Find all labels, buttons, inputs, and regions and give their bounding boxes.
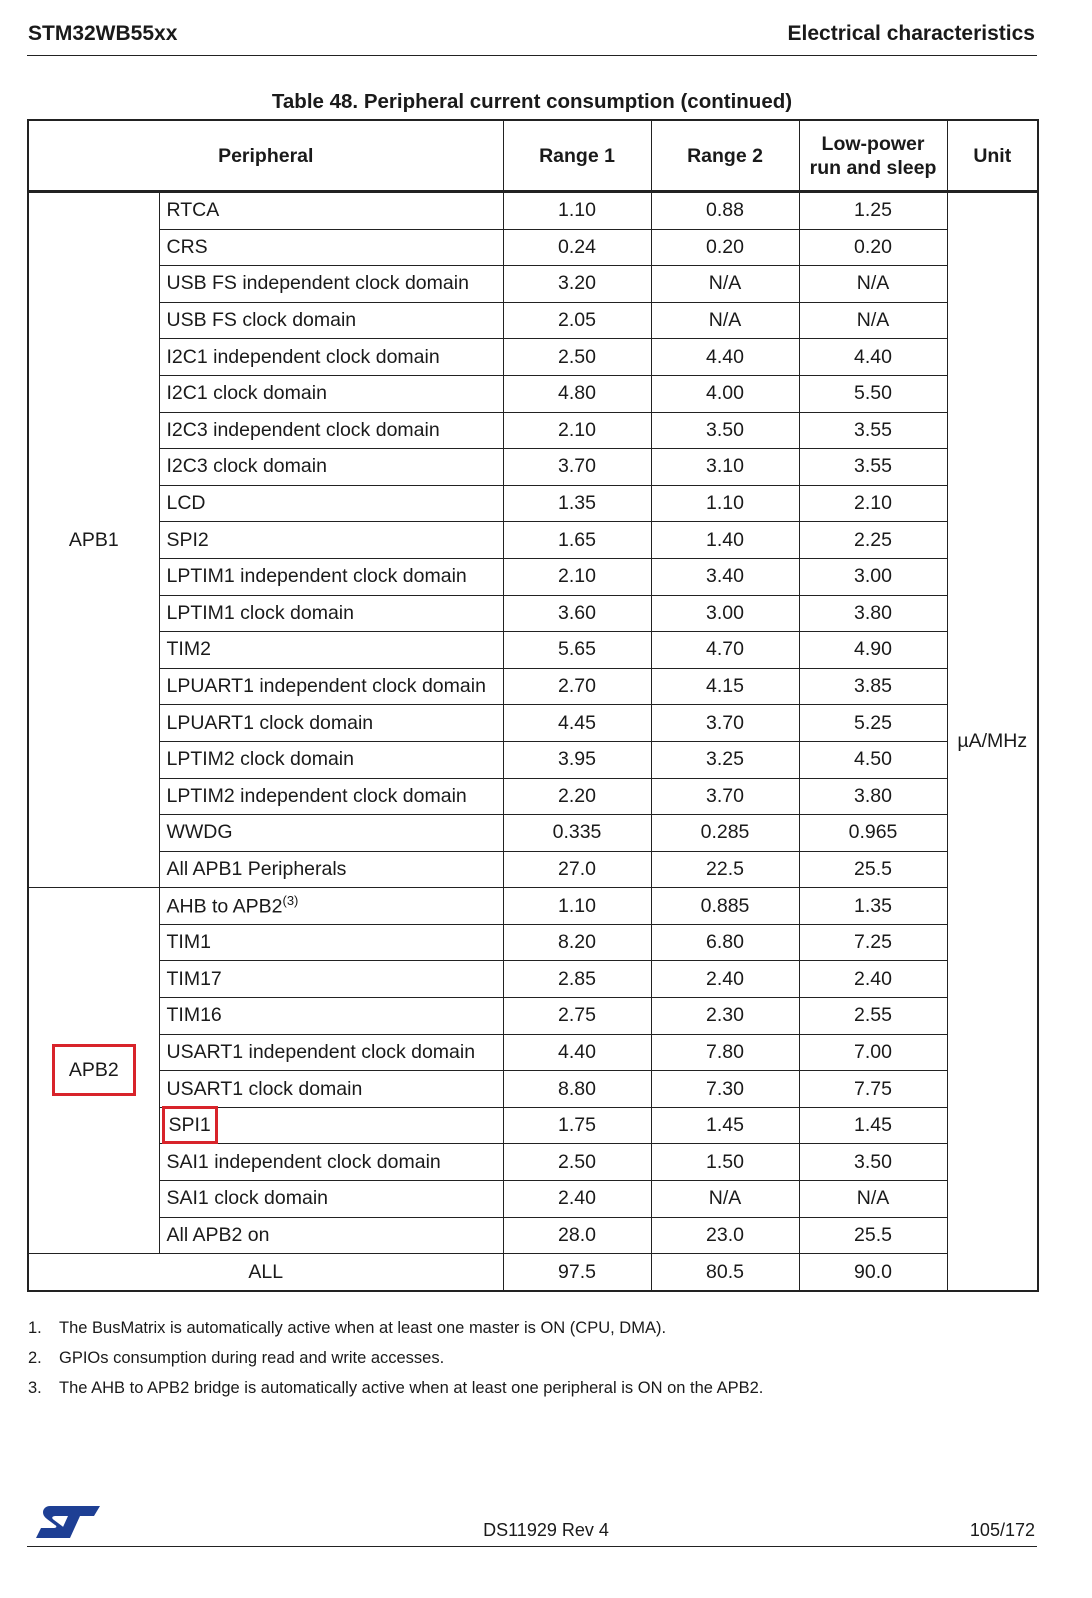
peripheral-name: All APB2 on [166, 1223, 270, 1246]
peripheral-name-cell [159, 741, 503, 778]
peripheral-name-cell [159, 1144, 503, 1181]
peripheral-name-cell [159, 705, 503, 742]
table-row [28, 558, 1038, 595]
peripheral-name: USART1 clock domain [166, 1077, 363, 1100]
section-title: Electrical characteristics [787, 22, 1035, 45]
value-r1: 2.10 [503, 558, 651, 595]
peripheral-name-cell [159, 192, 503, 230]
value-r1: 1.65 [503, 522, 651, 559]
table-row [28, 815, 1038, 852]
total-r2: 80.5 [651, 1254, 799, 1291]
peripheral-name: TIM2 [166, 638, 211, 661]
value-lp: 1.25 [799, 192, 947, 230]
value-r1: 2.85 [503, 961, 651, 998]
peripheral-name-cell [159, 1181, 503, 1218]
value-r2: 3.40 [651, 558, 799, 595]
peripheral-name-cell [159, 1107, 503, 1144]
unit-cell: µA/MHz [947, 192, 1038, 1291]
value-lp: 3.55 [799, 412, 947, 449]
value-r1: 2.50 [503, 339, 651, 376]
value-lp: 2.40 [799, 961, 947, 998]
page-number: 105/172 [969, 1520, 1035, 1540]
value-r2: 1.50 [651, 1144, 799, 1181]
value-r2: 1.45 [651, 1107, 799, 1144]
table-row [28, 1034, 1038, 1071]
value-lp: 4.40 [799, 339, 947, 376]
peripheral-name: I2C3 independent clock domain [166, 418, 440, 441]
value-r1: 3.70 [503, 449, 651, 486]
value-r1: 4.40 [503, 1034, 651, 1071]
table-row [28, 302, 1038, 339]
table-row [28, 998, 1038, 1035]
peripheral-name-cell [159, 815, 503, 852]
bus-group-cell [28, 888, 159, 1254]
value-r2: 3.10 [651, 449, 799, 486]
table-row [28, 522, 1038, 559]
table-row [28, 339, 1038, 376]
value-lp: 2.55 [799, 998, 947, 1035]
note-number: 3. [28, 1379, 42, 1397]
value-r1: 8.80 [503, 1071, 651, 1108]
col-header-range1: Range 1 [503, 120, 651, 192]
table-row [28, 595, 1038, 632]
value-r2: 3.00 [651, 595, 799, 632]
peripheral-name: SAI1 independent clock domain [166, 1150, 441, 1173]
peripheral-name: TIM17 [166, 967, 222, 990]
note-item [28, 1343, 763, 1373]
table-row [28, 1217, 1038, 1254]
peripheral-name: SAI1 clock domain [166, 1187, 328, 1210]
col-header-range2: Range 2 [651, 120, 799, 192]
col-header-unit: Unit [947, 120, 1038, 192]
value-r1: 1.10 [503, 192, 651, 230]
footnote-ref: (3) [282, 893, 299, 909]
peripheral-name: I2C3 clock domain [166, 455, 327, 478]
peripheral-name: All APB1 Peripherals [166, 857, 347, 880]
value-r1: 2.70 [503, 668, 651, 705]
table-row [28, 266, 1038, 303]
peripheral-name-cell [159, 924, 503, 961]
table-header-row [28, 120, 1038, 192]
value-r1: 3.20 [503, 266, 651, 303]
peripheral-current-table [27, 119, 1039, 1292]
peripheral-name: TIM16 [166, 1004, 222, 1027]
value-r1: 1.35 [503, 485, 651, 522]
table-notes [28, 1313, 763, 1403]
value-r2: N/A [651, 302, 799, 339]
peripheral-name-cell [159, 449, 503, 486]
value-lp: N/A [799, 266, 947, 303]
value-lp: 0.965 [799, 815, 947, 852]
peripheral-name-cell [159, 412, 503, 449]
value-r2: 3.50 [651, 412, 799, 449]
peripheral-name-cell [159, 339, 503, 376]
peripheral-name: LCD [166, 492, 206, 515]
table-row [28, 705, 1038, 742]
table-row [28, 485, 1038, 522]
col-header-lowpower-line2: run and sleep [809, 156, 937, 179]
value-r2: 2.40 [651, 961, 799, 998]
value-r1: 8.20 [503, 924, 651, 961]
bus-group-label: APB1 [68, 528, 119, 551]
value-r1: 27.0 [503, 851, 651, 888]
peripheral-name-cell [159, 998, 503, 1035]
note-item [28, 1373, 763, 1403]
table-row [28, 888, 1038, 925]
value-r2: N/A [651, 266, 799, 303]
peripheral-name-cell [159, 485, 503, 522]
peripheral-name-cell [159, 851, 503, 888]
value-r1: 4.45 [503, 705, 651, 742]
value-r2: 3.25 [651, 741, 799, 778]
peripheral-name: USART1 independent clock domain [166, 1040, 476, 1063]
table-row [28, 412, 1038, 449]
value-r2: 2.30 [651, 998, 799, 1035]
peripheral-name-cell [159, 558, 503, 595]
total-lp: 90.0 [799, 1254, 947, 1291]
value-r2: 23.0 [651, 1217, 799, 1254]
value-r1: 3.95 [503, 741, 651, 778]
peripheral-name-cell [159, 632, 503, 669]
header-rule [27, 55, 1037, 56]
peripheral-name: I2C1 independent clock domain [166, 345, 440, 368]
peripheral-name: LPTIM1 clock domain [166, 601, 354, 624]
value-r2: 7.30 [651, 1071, 799, 1108]
value-lp: 5.50 [799, 375, 947, 412]
value-lp: 7.00 [799, 1034, 947, 1071]
table-row [28, 668, 1038, 705]
value-r1: 2.20 [503, 778, 651, 815]
value-r2: 3.70 [651, 778, 799, 815]
table-row [28, 741, 1038, 778]
table-row [28, 778, 1038, 815]
peripheral-name-cell [159, 1217, 503, 1254]
table-body [28, 192, 1038, 1291]
note-number: 2. [28, 1349, 42, 1367]
peripheral-name-cell [159, 961, 503, 998]
bus-group-cell [28, 192, 159, 888]
value-lp: 7.75 [799, 1071, 947, 1108]
value-r2: 22.5 [651, 851, 799, 888]
value-lp: 2.25 [799, 522, 947, 559]
table-row [28, 961, 1038, 998]
value-r2: 4.15 [651, 668, 799, 705]
note-number: 1. [28, 1319, 42, 1337]
value-r1: 1.10 [503, 888, 651, 925]
peripheral-name-cell [159, 1034, 503, 1071]
value-lp: 3.00 [799, 558, 947, 595]
part-number: STM32WB55xx [28, 22, 178, 45]
table-row [28, 1107, 1038, 1144]
peripheral-name: LPTIM1 independent clock domain [166, 565, 467, 588]
value-lp: 3.85 [799, 668, 947, 705]
value-lp: 5.25 [799, 705, 947, 742]
peripheral-name: LPUART1 independent clock domain [166, 675, 486, 698]
peripheral-name: I2C1 clock domain [166, 382, 327, 405]
bus-group-label: APB2 [52, 1044, 136, 1096]
table-total-row [28, 1254, 1038, 1291]
value-r1: 1.75 [503, 1107, 651, 1144]
peripheral-name-cell [159, 888, 503, 925]
value-r1: 2.40 [503, 1181, 651, 1218]
value-r2: 4.70 [651, 632, 799, 669]
peripheral-name: CRS [166, 235, 208, 258]
note-text: The AHB to APB2 bridge is automatically active when at least one peripheral is ON on the APB2. [59, 1379, 764, 1397]
value-r1: 28.0 [503, 1217, 651, 1254]
value-r1: 4.80 [503, 375, 651, 412]
value-lp: 3.80 [799, 778, 947, 815]
peripheral-name: RTCA [166, 199, 220, 222]
peripheral-name: USB FS independent clock domain [166, 272, 469, 295]
value-r1: 5.65 [503, 632, 651, 669]
total-r1: 97.5 [503, 1254, 651, 1291]
peripheral-name: LPTIM2 clock domain [166, 748, 354, 771]
peripheral-name-cell [159, 522, 503, 559]
value-lp: 3.55 [799, 449, 947, 486]
table-row [28, 851, 1038, 888]
value-r2: 3.70 [651, 705, 799, 742]
peripheral-name: SPI1 [162, 1106, 218, 1144]
value-r1: 3.60 [503, 595, 651, 632]
peripheral-name: LPTIM2 independent clock domain [166, 784, 467, 807]
peripheral-name-cell [159, 375, 503, 412]
table-row [28, 192, 1038, 230]
value-r2: 7.80 [651, 1034, 799, 1071]
value-r1: 2.75 [503, 998, 651, 1035]
peripheral-name: SPI2 [166, 528, 209, 551]
value-r2: 6.80 [651, 924, 799, 961]
peripheral-name-cell [159, 266, 503, 303]
table-row [28, 1181, 1038, 1218]
col-header-lowpower [799, 120, 947, 192]
value-r1: 2.50 [503, 1144, 651, 1181]
peripheral-name: LPUART1 clock domain [166, 711, 374, 734]
peripheral-name-cell [159, 595, 503, 632]
value-lp: 1.35 [799, 888, 947, 925]
peripheral-name: WWDG [166, 821, 233, 844]
value-lp: 1.45 [799, 1107, 947, 1144]
peripheral-name-cell [159, 668, 503, 705]
peripheral-name: TIM1 [166, 931, 211, 954]
value-lp: 4.90 [799, 632, 947, 669]
peripheral-name-cell [159, 778, 503, 815]
table-row [28, 449, 1038, 486]
value-r1: 2.10 [503, 412, 651, 449]
document-id: DS11929 Rev 4 [483, 1520, 609, 1540]
col-header-lowpower-line1: Low-power [821, 132, 925, 155]
table-row [28, 924, 1038, 961]
note-item [28, 1313, 763, 1343]
value-r2: 0.285 [651, 815, 799, 852]
peripheral-name-cell [159, 302, 503, 339]
peripheral-name-cell [159, 1071, 503, 1108]
value-r1: 0.335 [503, 815, 651, 852]
value-lp: 0.20 [799, 229, 947, 266]
table-row [28, 1071, 1038, 1108]
peripheral-name: USB FS clock domain [166, 309, 357, 332]
value-lp: 2.10 [799, 485, 947, 522]
value-r2: 4.40 [651, 339, 799, 376]
value-lp: N/A [799, 302, 947, 339]
value-r2: 0.88 [651, 192, 799, 230]
value-lp: 3.50 [799, 1144, 947, 1181]
table-row [28, 1144, 1038, 1181]
table-caption: Table 48. Peripheral current consumption (continued) [271, 90, 793, 113]
col-header-peripheral: Peripheral [28, 120, 503, 192]
value-lp: 4.50 [799, 741, 947, 778]
value-r1: 2.05 [503, 302, 651, 339]
value-lp: 25.5 [799, 851, 947, 888]
value-lp: 3.80 [799, 595, 947, 632]
value-lp: 25.5 [799, 1217, 947, 1254]
note-text: The BusMatrix is automatically active when at least one master is ON (CPU, DMA). [59, 1319, 667, 1337]
table-row [28, 375, 1038, 412]
total-label: ALL [28, 1254, 503, 1291]
note-text: GPIOs consumption during read and write accesses. [59, 1349, 445, 1367]
table-row [28, 229, 1038, 266]
value-lp: N/A [799, 1181, 947, 1218]
peripheral-name: AHB to APB2 [166, 895, 283, 918]
peripheral-name-cell [159, 229, 503, 266]
value-r1: 0.24 [503, 229, 651, 266]
value-r2: 1.10 [651, 485, 799, 522]
value-r2: 1.40 [651, 522, 799, 559]
value-lp: 7.25 [799, 924, 947, 961]
value-r2: N/A [651, 1181, 799, 1218]
value-r2: 0.20 [651, 229, 799, 266]
value-r2: 4.00 [651, 375, 799, 412]
footer-rule [27, 1546, 1037, 1547]
table-row [28, 632, 1038, 669]
value-r2: 0.885 [651, 888, 799, 925]
